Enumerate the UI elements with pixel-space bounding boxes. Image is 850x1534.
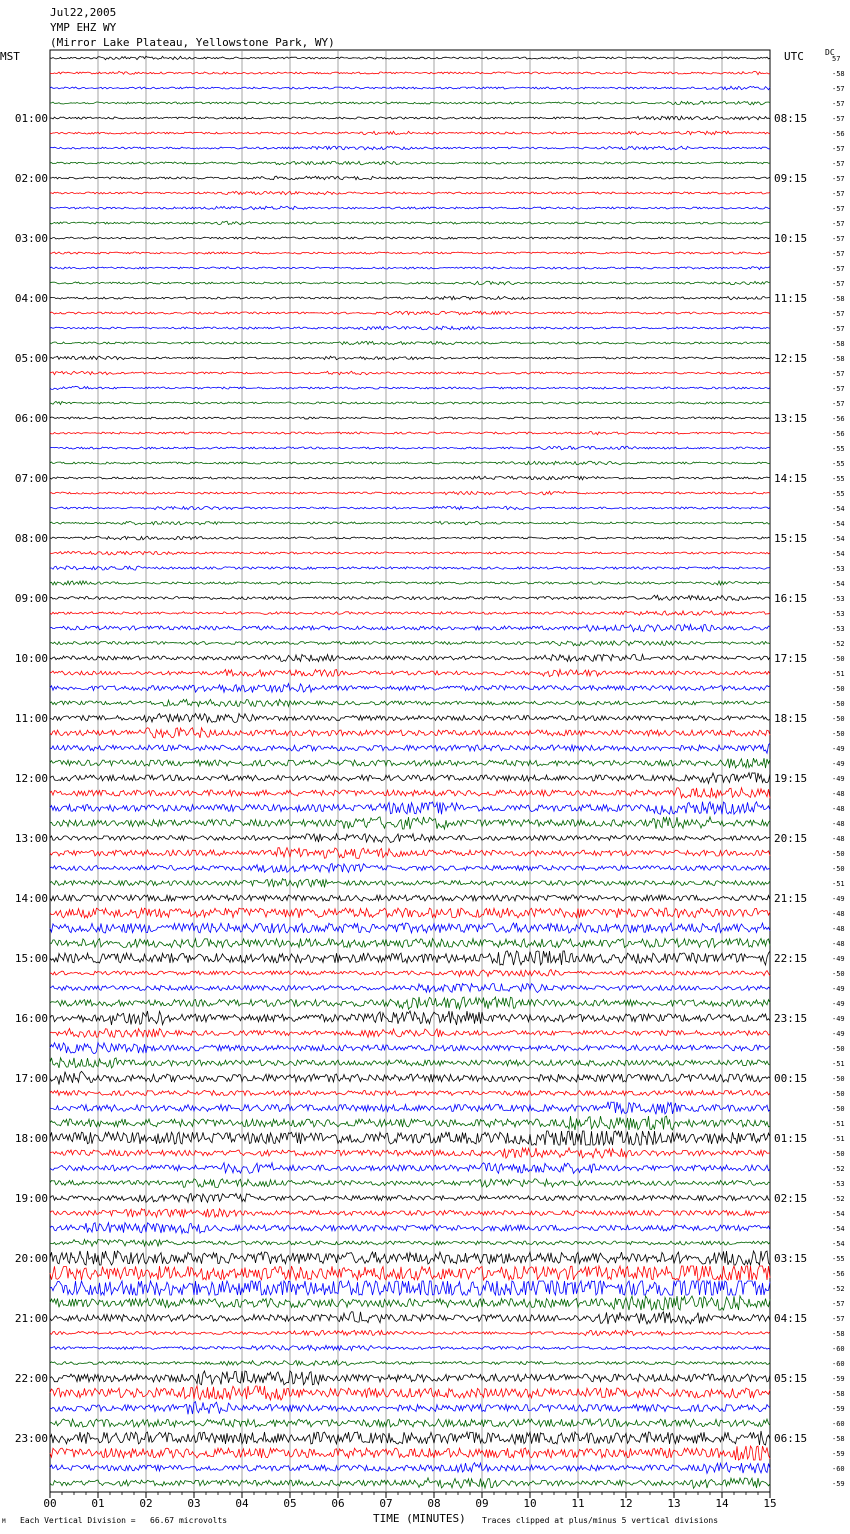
trace-line bbox=[50, 1312, 770, 1324]
trace-line bbox=[50, 1345, 770, 1350]
trace-line bbox=[50, 997, 770, 1009]
trace-line bbox=[50, 895, 770, 901]
trace-line bbox=[50, 446, 770, 450]
utc-hour-label: 02:15 bbox=[774, 1192, 808, 1205]
dc-offset-label: 57 bbox=[832, 55, 841, 63]
dc-offset-label: -57 bbox=[832, 220, 845, 228]
trace-line bbox=[50, 1071, 770, 1084]
mst-hour-label: 12:00 bbox=[14, 772, 48, 785]
trace-line bbox=[50, 1223, 770, 1234]
trace-line bbox=[50, 161, 770, 165]
dc-offset-label: -55 bbox=[832, 490, 845, 498]
x-tick-label: 05 bbox=[283, 1497, 297, 1510]
mst-hour-label: 03:00 bbox=[14, 232, 48, 245]
utc-hour-label: 09:15 bbox=[774, 172, 808, 185]
dc-offset-label: -48 bbox=[832, 925, 845, 933]
dc-offset-label: -59 bbox=[832, 1450, 845, 1458]
trace-line bbox=[50, 461, 770, 465]
dc-offset-label: -60 bbox=[832, 1420, 845, 1428]
utc-hour-label: 12:15 bbox=[774, 352, 808, 365]
trace-line bbox=[50, 939, 770, 948]
trace-line bbox=[50, 788, 770, 799]
utc-hour-label: 00:15 bbox=[774, 1072, 808, 1085]
trace-line bbox=[50, 341, 770, 344]
trace-line bbox=[50, 1209, 770, 1218]
mst-hour-label: 23:00 bbox=[14, 1432, 48, 1445]
header-location: (Mirror Lake Plateau, Yellowstone Park, WY) bbox=[50, 36, 335, 49]
trace-line bbox=[50, 1163, 770, 1174]
dc-offset-label: -57 bbox=[832, 325, 845, 333]
dc-offset-label: -50 bbox=[832, 1150, 845, 1158]
dc-offset-label: -49 bbox=[832, 955, 845, 963]
dc-offset-label: -54 bbox=[832, 505, 845, 513]
utc-hour-label: 06:15 bbox=[774, 1432, 808, 1445]
trace-line bbox=[50, 1251, 770, 1265]
x-tick-label: 04 bbox=[235, 1497, 249, 1510]
dc-offset-label: -57 bbox=[832, 310, 845, 318]
trace-line bbox=[50, 684, 770, 693]
trace-line bbox=[50, 1043, 770, 1054]
dc-offset-label: -57 bbox=[832, 85, 845, 93]
trace-line bbox=[50, 1281, 770, 1295]
dc-offset-label: -57 bbox=[832, 100, 845, 108]
utc-hour-label: 03:15 bbox=[774, 1252, 808, 1265]
trace-line bbox=[50, 1296, 770, 1310]
dc-offset-label: -57 bbox=[832, 280, 845, 288]
utc-hour-label: 13:15 bbox=[774, 412, 808, 425]
trace-line bbox=[50, 773, 770, 784]
trace-line bbox=[50, 1371, 770, 1385]
mst-hour-label: 20:00 bbox=[14, 1252, 48, 1265]
trace-line bbox=[50, 371, 770, 375]
x-axis-title: TIME (MINUTES) bbox=[373, 1512, 466, 1525]
utc-hour-label: 17:15 bbox=[774, 652, 808, 665]
utc-hour-label: 08:15 bbox=[774, 112, 808, 125]
dc-offset-label: -50 bbox=[832, 700, 845, 708]
dc-offset-label: -48 bbox=[832, 790, 845, 798]
mst-hour-label: 22:00 bbox=[14, 1372, 48, 1385]
x-tick-label: 01 bbox=[91, 1497, 105, 1510]
dc-offset-label: -54 bbox=[832, 1225, 845, 1233]
mst-hour-label: 09:00 bbox=[14, 592, 48, 605]
dc-offset-label: -50 bbox=[832, 1105, 845, 1113]
mst-hour-label: 18:00 bbox=[14, 1132, 48, 1145]
dc-offset-label: -49 bbox=[832, 775, 845, 783]
trace-line bbox=[50, 611, 770, 615]
trace-line bbox=[50, 641, 770, 646]
trace-line bbox=[50, 401, 770, 404]
x-tick-label: 13 bbox=[667, 1497, 681, 1510]
dc-offset-label: -57 bbox=[832, 145, 845, 153]
dc-offset-label: -58 bbox=[832, 355, 845, 363]
plot-frame bbox=[50, 50, 770, 1492]
utc-hour-label: 22:15 bbox=[774, 952, 808, 965]
dc-offset-label: -60 bbox=[832, 1465, 845, 1473]
trace-line bbox=[50, 699, 770, 706]
trace-line bbox=[50, 625, 770, 632]
dc-offset-label: -53 bbox=[832, 610, 845, 618]
dc-offset-label: -50 bbox=[832, 1045, 845, 1053]
dc-offset-label: -51 bbox=[832, 1135, 845, 1143]
mst-hour-label: 02:00 bbox=[14, 172, 48, 185]
trace-line bbox=[50, 879, 770, 888]
mst-hour-label: 15:00 bbox=[14, 952, 48, 965]
trace-line bbox=[50, 1058, 770, 1068]
mst-hour-label: 19:00 bbox=[14, 1192, 48, 1205]
trace-line bbox=[50, 1102, 770, 1115]
trace-line bbox=[50, 356, 770, 360]
mst-hour-label: 16:00 bbox=[14, 1012, 48, 1025]
trace-line bbox=[50, 984, 770, 993]
mst-hour-label: 01:00 bbox=[14, 112, 48, 125]
utc-hour-label: 21:15 bbox=[774, 892, 808, 905]
dc-offset-label: -57 bbox=[832, 115, 845, 123]
dc-offset-label: -49 bbox=[832, 745, 845, 753]
trace-line bbox=[50, 728, 770, 738]
trace-line bbox=[50, 56, 770, 60]
trace-line bbox=[50, 176, 770, 180]
dc-offset-label: -51 bbox=[832, 1060, 845, 1068]
x-tick-label: 03 bbox=[187, 1497, 201, 1510]
dc-offset-label: -50 bbox=[832, 655, 845, 663]
dc-offset-label: -52 bbox=[832, 1165, 845, 1173]
trace-line bbox=[50, 266, 770, 269]
dc-offset-label: -50 bbox=[832, 850, 845, 858]
dc-offset-label: -60 bbox=[832, 1360, 845, 1368]
trace-line bbox=[50, 1431, 770, 1445]
x-tick-label: 07 bbox=[379, 1497, 393, 1510]
x-tick-label: 06 bbox=[331, 1497, 345, 1510]
x-tick-label: 10 bbox=[523, 1497, 537, 1510]
trace-line bbox=[50, 131, 770, 135]
trace-line bbox=[50, 1148, 770, 1158]
trace-line bbox=[50, 802, 770, 815]
mst-hour-label: 13:00 bbox=[14, 832, 48, 845]
dc-offset-label: -57 bbox=[832, 400, 845, 408]
trace-line bbox=[50, 1131, 770, 1145]
dc-offset-label: -49 bbox=[832, 1000, 845, 1008]
dc-offset-label: -49 bbox=[832, 760, 845, 768]
dc-offset-label: -59 bbox=[832, 1405, 845, 1413]
x-tick-label: 02 bbox=[139, 1497, 153, 1510]
right-axis-title: UTC bbox=[784, 50, 804, 63]
trace-line bbox=[50, 521, 770, 525]
corner-mark: M bbox=[2, 1518, 6, 1525]
trace-line bbox=[50, 206, 770, 210]
dc-offset-label: -57 bbox=[832, 1315, 845, 1323]
dc-offset-label: -54 bbox=[832, 520, 845, 528]
utc-hour-label: 14:15 bbox=[774, 472, 808, 485]
x-tick-label: 12 bbox=[619, 1497, 633, 1510]
dc-offset-label: -58 bbox=[832, 1330, 845, 1338]
dc-offset-label: -52 bbox=[832, 1195, 845, 1203]
trace-line bbox=[50, 743, 770, 753]
dc-offset-label: -57 bbox=[832, 250, 845, 258]
trace-line bbox=[50, 551, 770, 555]
trace-line bbox=[50, 281, 770, 285]
trace-line bbox=[50, 848, 770, 859]
dc-offset-label: -51 bbox=[832, 1120, 845, 1128]
dc-offset-label: -55 bbox=[832, 460, 845, 468]
dc-offset-label: -54 bbox=[832, 535, 845, 543]
trace-line bbox=[50, 386, 770, 389]
dc-offset-label: -55 bbox=[832, 1255, 845, 1263]
dc-offset-label: -50 bbox=[832, 970, 845, 978]
trace-line bbox=[50, 1194, 770, 1203]
trace-line bbox=[50, 1446, 770, 1460]
trace-line bbox=[50, 654, 770, 661]
trace-line bbox=[50, 923, 770, 933]
dc-offset-label: -49 bbox=[832, 895, 845, 903]
trace-line bbox=[50, 146, 770, 150]
dc-offset-label: -53 bbox=[832, 565, 845, 573]
dc-offset-label: -57 bbox=[832, 190, 845, 198]
dc-offset-label: -56 bbox=[832, 1270, 845, 1278]
trace-line bbox=[50, 1478, 770, 1489]
x-tick-label: 11 bbox=[571, 1497, 585, 1510]
trace-line bbox=[50, 1011, 770, 1025]
utc-hour-label: 19:15 bbox=[774, 772, 808, 785]
dc-offset-label: -57 bbox=[832, 175, 845, 183]
dc-offset-label: -50 bbox=[832, 1075, 845, 1083]
dc-offset-label: -59 bbox=[832, 1480, 845, 1488]
utc-hour-label: 15:15 bbox=[774, 532, 808, 545]
utc-hour-label: 05:15 bbox=[774, 1372, 808, 1385]
mst-hour-label: 06:00 bbox=[14, 412, 48, 425]
trace-line bbox=[50, 864, 770, 873]
dc-offset-label: -54 bbox=[832, 580, 845, 588]
trace-line bbox=[50, 908, 770, 918]
trace-line bbox=[50, 86, 770, 90]
scale-note: Each Vertical Division = 66.67 microvolts bbox=[20, 1516, 228, 1525]
header-station: YMP EHZ WY bbox=[50, 21, 117, 34]
dc-offset-label: -57 bbox=[832, 1300, 845, 1308]
dc-offset-label: -57 bbox=[832, 385, 845, 393]
dc-offset-label: -56 bbox=[832, 430, 845, 438]
dc-offset-label: -49 bbox=[832, 985, 845, 993]
dc-offset-label: -52 bbox=[832, 1285, 845, 1293]
trace-line bbox=[50, 1029, 770, 1038]
dc-offset-label: -55 bbox=[832, 475, 845, 483]
dc-offset-label: -56 bbox=[832, 415, 845, 423]
dc-offset-label: -48 bbox=[832, 835, 845, 843]
trace-line bbox=[50, 595, 770, 600]
trace-line bbox=[50, 116, 770, 120]
utc-hour-label: 11:15 bbox=[774, 292, 808, 305]
dc-offset-label: -58 bbox=[832, 1435, 845, 1443]
trace-line bbox=[50, 221, 770, 225]
dc-offset-label: -58 bbox=[832, 70, 845, 78]
trace-line bbox=[50, 71, 770, 74]
utc-hour-label: 18:15 bbox=[774, 712, 808, 725]
trace-line bbox=[50, 1239, 770, 1246]
dc-offset-label: -58 bbox=[832, 1390, 845, 1398]
dc-offset-label: -58 bbox=[832, 295, 845, 303]
mst-hour-label: 21:00 bbox=[14, 1312, 48, 1325]
mst-hour-label: 11:00 bbox=[14, 712, 48, 725]
dc-offset-label: -48 bbox=[832, 940, 845, 948]
x-tick-label: 15 bbox=[763, 1497, 777, 1510]
dc-label: DC bbox=[825, 48, 835, 57]
dc-offset-label: -55 bbox=[832, 445, 845, 453]
trace-line bbox=[50, 101, 770, 105]
dc-offset-label: -54 bbox=[832, 1240, 845, 1248]
dc-offset-label: -60 bbox=[832, 1345, 845, 1353]
dc-offset-label: -54 bbox=[832, 1210, 845, 1218]
dc-offset-label: -49 bbox=[832, 1030, 845, 1038]
dc-offset-label: -59 bbox=[832, 1375, 845, 1383]
left-axis-title: MST bbox=[0, 50, 20, 63]
dc-offset-label: -53 bbox=[832, 625, 845, 633]
trace-line bbox=[50, 758, 770, 768]
dc-offset-label: -48 bbox=[832, 820, 845, 828]
dc-offset-label: -49 bbox=[832, 1015, 845, 1023]
mst-hour-label: 07:00 bbox=[14, 472, 48, 485]
trace-line bbox=[50, 417, 770, 419]
dc-offset-label: -57 bbox=[832, 205, 845, 213]
trace-line bbox=[50, 491, 770, 494]
dc-offset-label: -50 bbox=[832, 685, 845, 693]
utc-hour-label: 10:15 bbox=[774, 232, 808, 245]
trace-line bbox=[50, 506, 770, 509]
trace-line bbox=[50, 1266, 770, 1280]
mst-hour-label: 17:00 bbox=[14, 1072, 48, 1085]
trace-line bbox=[50, 1091, 770, 1096]
trace-line bbox=[50, 1360, 770, 1365]
dc-offset-label: -57 bbox=[832, 235, 845, 243]
trace-line bbox=[50, 1179, 770, 1188]
dc-offset-label: -50 bbox=[832, 715, 845, 723]
trace-line bbox=[50, 951, 770, 965]
trace-line bbox=[50, 326, 770, 330]
clip-note: Traces clipped at plus/minus 5 vertical divisions bbox=[482, 1516, 719, 1525]
trace-line bbox=[50, 1386, 770, 1400]
trace-line bbox=[50, 970, 770, 977]
dc-offset-label: -53 bbox=[832, 595, 845, 603]
trace-line bbox=[50, 817, 770, 829]
trace-line bbox=[50, 1402, 770, 1415]
trace-line bbox=[50, 581, 770, 585]
dc-offset-label: -50 bbox=[832, 730, 845, 738]
trace-line bbox=[50, 191, 770, 194]
dc-offset-label: -57 bbox=[832, 265, 845, 273]
utc-hour-label: 04:15 bbox=[774, 1312, 808, 1325]
trace-line bbox=[50, 431, 770, 434]
trace-line bbox=[50, 670, 770, 677]
dc-offset-label: -52 bbox=[832, 640, 845, 648]
trace-line bbox=[50, 1419, 770, 1427]
dc-offset-label: -50 bbox=[832, 865, 845, 873]
mst-hour-label: 14:00 bbox=[14, 892, 48, 905]
utc-hour-label: 23:15 bbox=[774, 1012, 808, 1025]
trace-line bbox=[50, 311, 770, 315]
dc-offset-label: -57 bbox=[832, 370, 845, 378]
trace-line bbox=[50, 1463, 770, 1474]
trace-line bbox=[50, 566, 770, 570]
trace-line bbox=[50, 1116, 770, 1130]
trace-line bbox=[50, 296, 770, 300]
dc-offset-label: -57 bbox=[832, 160, 845, 168]
trace-line bbox=[50, 536, 770, 540]
dc-offset-label: -56 bbox=[832, 130, 845, 138]
dc-offset-label: -53 bbox=[832, 1180, 845, 1188]
dc-offset-label: -50 bbox=[832, 1090, 845, 1098]
trace-line bbox=[50, 476, 770, 480]
utc-hour-label: 01:15 bbox=[774, 1132, 808, 1145]
dc-offset-label: -48 bbox=[832, 805, 845, 813]
trace-line bbox=[50, 237, 770, 239]
mst-hour-label: 10:00 bbox=[14, 652, 48, 665]
x-tick-label: 08 bbox=[427, 1497, 441, 1510]
trace-line bbox=[50, 1330, 770, 1335]
dc-offset-label: -51 bbox=[832, 670, 845, 678]
header-date: Jul22,2005 bbox=[50, 6, 117, 19]
x-tick-label: 00 bbox=[43, 1497, 57, 1510]
utc-hour-label: 20:15 bbox=[774, 832, 808, 845]
mst-hour-label: 05:00 bbox=[14, 352, 48, 365]
x-tick-label: 09 bbox=[475, 1497, 489, 1510]
dc-offset-label: -54 bbox=[832, 550, 845, 558]
mst-hour-label: 08:00 bbox=[14, 532, 48, 545]
mst-hour-label: 04:00 bbox=[14, 292, 48, 305]
dc-offset-label: -58 bbox=[832, 340, 845, 348]
dc-offset-label: -48 bbox=[832, 910, 845, 918]
trace-line bbox=[50, 834, 770, 843]
utc-hour-label: 16:15 bbox=[774, 592, 808, 605]
dc-offset-label: -51 bbox=[832, 880, 845, 888]
x-tick-label: 14 bbox=[715, 1497, 729, 1510]
trace-line bbox=[50, 714, 770, 723]
trace-line bbox=[50, 252, 770, 254]
